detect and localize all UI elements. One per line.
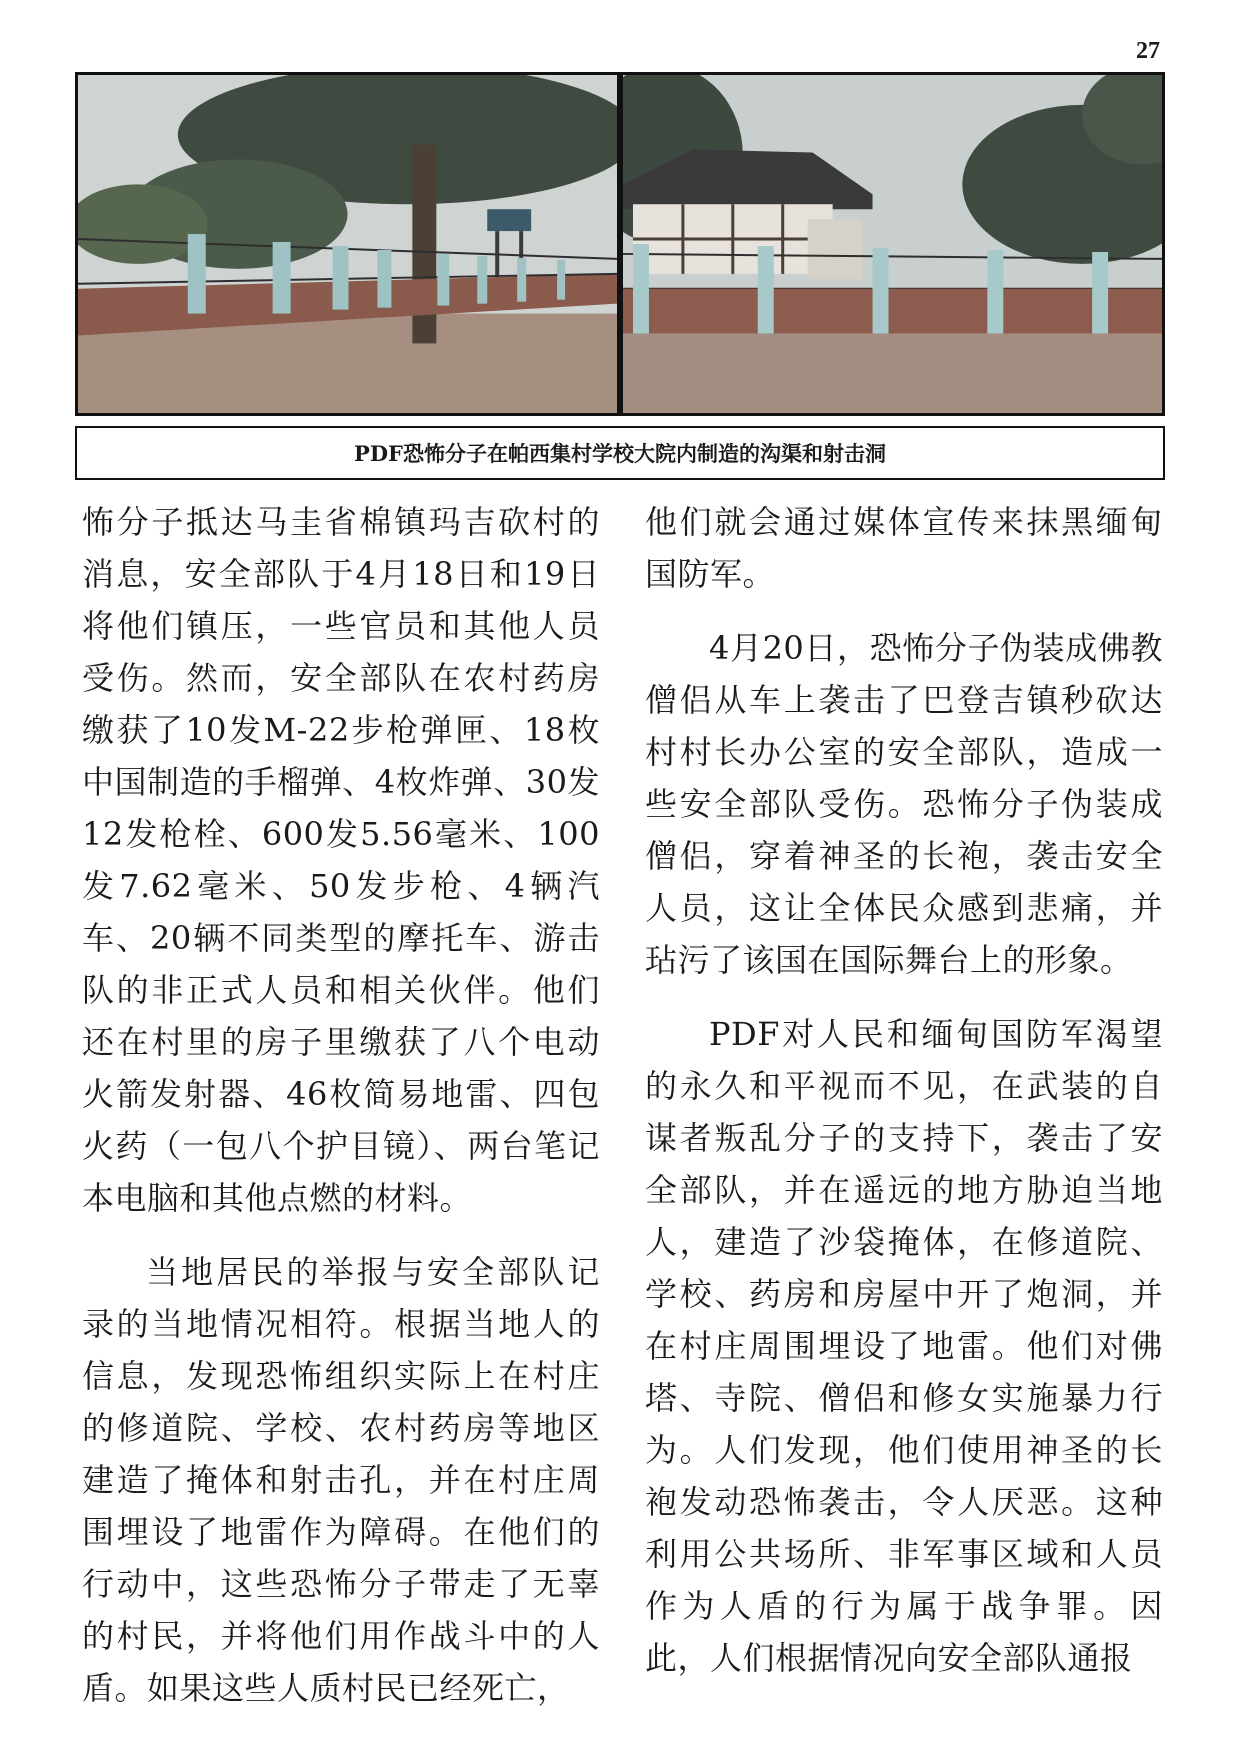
figure-caption: PDF恐怖分子在帕西集村学校大院内制造的沟渠和射击洞 bbox=[75, 426, 1165, 480]
photo-icon bbox=[623, 75, 1162, 413]
page-number: 27 bbox=[1136, 38, 1160, 64]
right-column bbox=[645, 496, 1163, 1684]
paragraph: 怖分子抵达马圭省棉镇玛吉砍村的消息，安全部队于4月18日和19日将他们镇压，一些官员和其他人员受伤。然而，安全部队在农村药房缴获了10发M-22步枪弹匣、18枚中国制造的手榴弹、4枚炸弹、30发12发枪栓、600发5.56毫米、100发7.62毫米、50发步枪、4辆汽车、20辆不同类型的摩托车、游击队的非正式人员和相关伙伴。他们还在村里的房子里缴获了八个电动火箭发射器、46枚简易地雷、四包火药（一包八个护目镜）、两台笔记本电脑和其他点燃的材料。 bbox=[82, 503, 600, 1217]
left-column bbox=[82, 496, 600, 1714]
photo-school-fence-tree bbox=[78, 75, 617, 413]
paragraph: 他们就会通过媒体宣传来抹黑缅甸国防军。 bbox=[645, 503, 1163, 593]
paragraph: PDF对人民和缅甸国防军渴望的永久和平视而不见，在武装的自谋者叛乱分子的支持下，袭击了安全部队，并在遥远的地方胁迫当地人，建造了沙袋掩体，在修道院、学校、药房和房屋中开了炮洞，并在村庄周围埋设了地雷。他们对佛塔、寺院、僧侣和修女实施暴力行为。人们发现，他们使用神圣的长袍发动恐怖袭击，令人厌恶。这种利用公共场所、非军事区域和人员作为人盾的行为属于战争罪。因此，人们根据情况向安全部队通报 bbox=[645, 1015, 1163, 1677]
photo-icon bbox=[78, 75, 617, 413]
paragraph: 当地居民的举报与安全部队记录的当地情况相符。根据当地人的信息，发现恐怖组织实际上在村庄的修道院、学校、农村药房等地区建造了掩体和射击孔，并在村庄周围埋设了地雷作为障碍。在他们的行动中，这些恐怖分子带走了无辜的村民，并将他们用作战斗中的人盾。如果这些人质村民已经死亡， bbox=[82, 1253, 600, 1707]
paragraph: 4月20日，恐怖分子伪装成佛教僧侣从车上袭击了巴登吉镇秒砍达村村长办公室的安全部队，造成一些安全部队受伤。恐怖分子伪装成僧侣，穿着神圣的长袍，袭击安全人员，这让全体民众感到悲痛，并玷污了该国在国际舞台上的形象。 bbox=[645, 629, 1163, 979]
photo-school-building-fence bbox=[623, 75, 1162, 413]
photo-frame bbox=[75, 72, 1165, 416]
